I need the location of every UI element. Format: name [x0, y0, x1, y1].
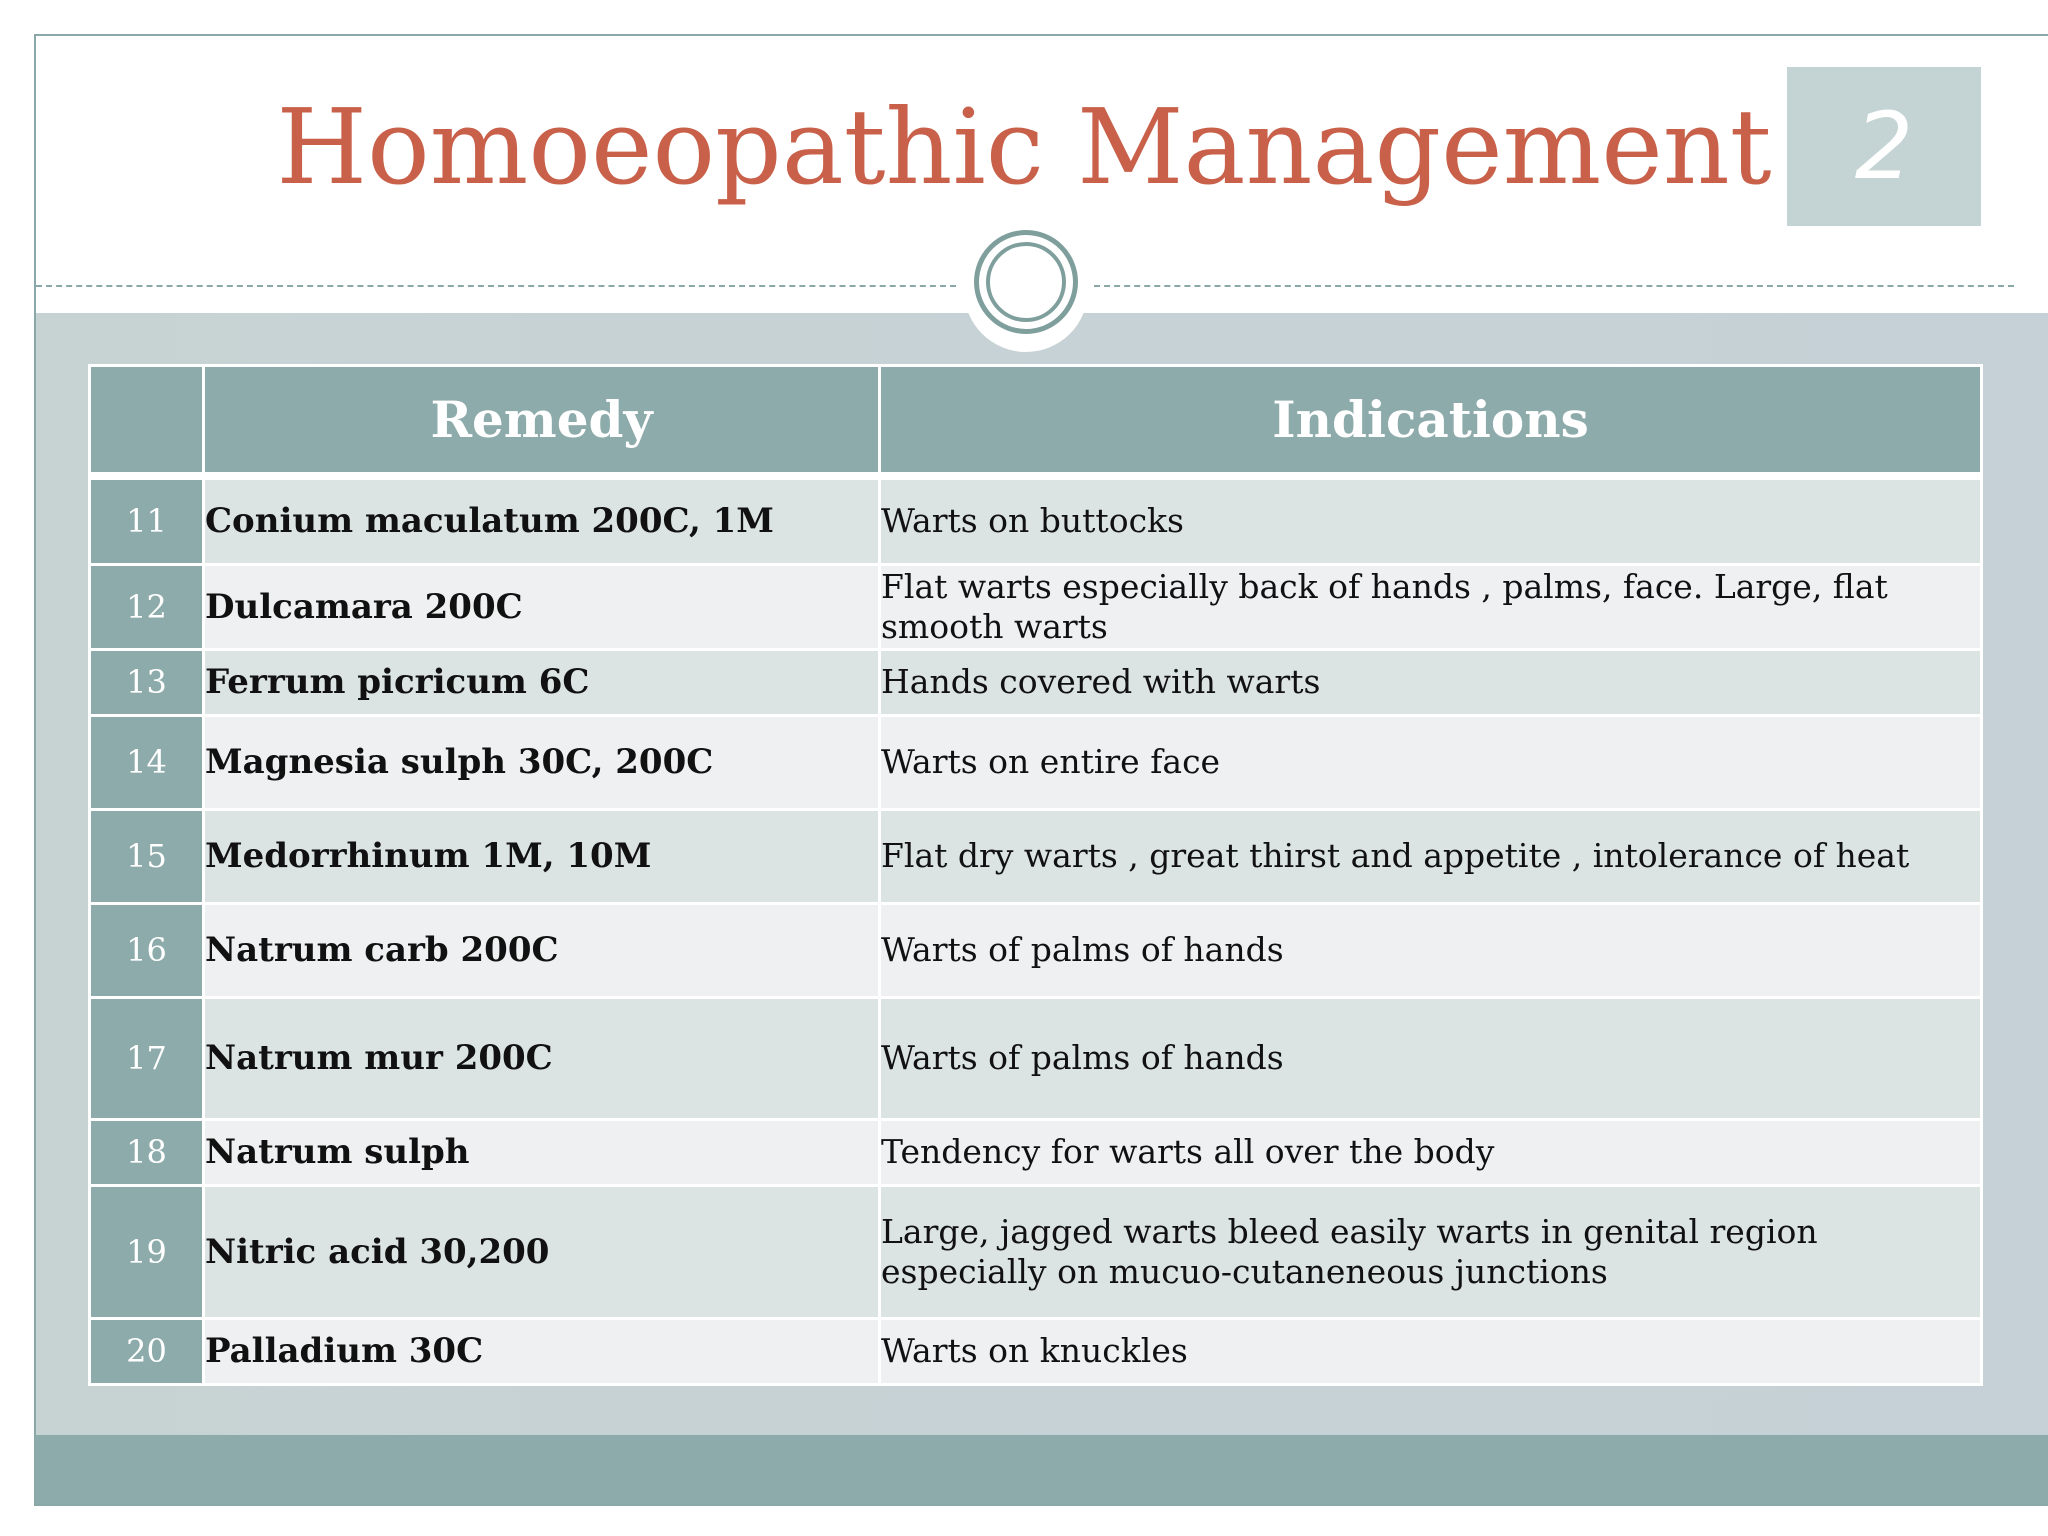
row-number: 13: [90, 649, 204, 715]
table-row: [90, 715, 1982, 809]
indication-cell: Flat dry warts , great thirst and appetite , intolerance of heat: [880, 809, 1982, 903]
remedy-cell: Ferrum picricum 6C: [204, 649, 880, 715]
remedy-cell: Natrum sulph: [204, 1119, 880, 1185]
indication-cell: Warts of palms of hands: [880, 997, 1982, 1119]
header-indications: Indications: [880, 366, 1982, 477]
indication-cell: Warts on entire face: [880, 715, 1982, 809]
slide-title: Homoeopathic Management: [276, 86, 1772, 208]
table-row: [90, 903, 1982, 997]
divider-right: [1094, 285, 2014, 287]
row-number: 14: [90, 715, 204, 809]
circle-ornament-inner: [986, 242, 1066, 322]
table-row: [90, 1185, 1982, 1318]
indication-cell: Flat warts especially back of hands , palms, face. Large, flat smooth warts: [880, 564, 1982, 649]
row-number: 18: [90, 1119, 204, 1185]
table-row: [90, 476, 1982, 564]
remedy-cell: Dulcamara 200C: [204, 564, 880, 649]
table-row: [90, 997, 1982, 1119]
indication-cell: Warts on buttocks: [880, 476, 1982, 564]
page-number: 2: [1787, 67, 1981, 226]
table-row: [90, 1119, 1982, 1185]
indication-cell: Warts on knuckles: [880, 1318, 1982, 1384]
row-number: 20: [90, 1318, 204, 1384]
divider-left: [36, 285, 956, 287]
remedy-cell: Natrum carb 200C: [204, 903, 880, 997]
row-number: 16: [90, 903, 204, 997]
remedy-cell: Medorrhinum 1M, 10M: [204, 809, 880, 903]
remedy-table: [88, 364, 1983, 1386]
table-row: [90, 1318, 1982, 1384]
table-row: [90, 649, 1982, 715]
table-row: [90, 809, 1982, 903]
row-number: 11: [90, 476, 204, 564]
row-number: 12: [90, 564, 204, 649]
indication-cell: Tendency for warts all over the body: [880, 1119, 1982, 1185]
remedy-cell: Palladium 30C: [204, 1318, 880, 1384]
indication-cell: Hands covered with warts: [880, 649, 1982, 715]
row-number: 15: [90, 809, 204, 903]
row-number: 19: [90, 1185, 204, 1318]
remedy-cell: Magnesia sulph 30C, 200C: [204, 715, 880, 809]
remedy-cell: Conium maculatum 200C, 1M: [204, 476, 880, 564]
indication-cell: Warts of palms of hands: [880, 903, 1982, 997]
table-header-row: [90, 366, 1982, 477]
header-number: [90, 366, 204, 477]
remedy-cell: Natrum mur 200C: [204, 997, 880, 1119]
table-row: [90, 564, 1982, 649]
indication-cell: Large, jagged warts bleed easily warts in genital region especially on mucuo-cutaneneous junctions: [880, 1185, 1982, 1318]
remedy-cell: Nitric acid 30,200: [204, 1185, 880, 1318]
row-number: 17: [90, 997, 204, 1119]
header-remedy: Remedy: [204, 366, 880, 477]
footer-bar: [36, 1435, 2048, 1504]
